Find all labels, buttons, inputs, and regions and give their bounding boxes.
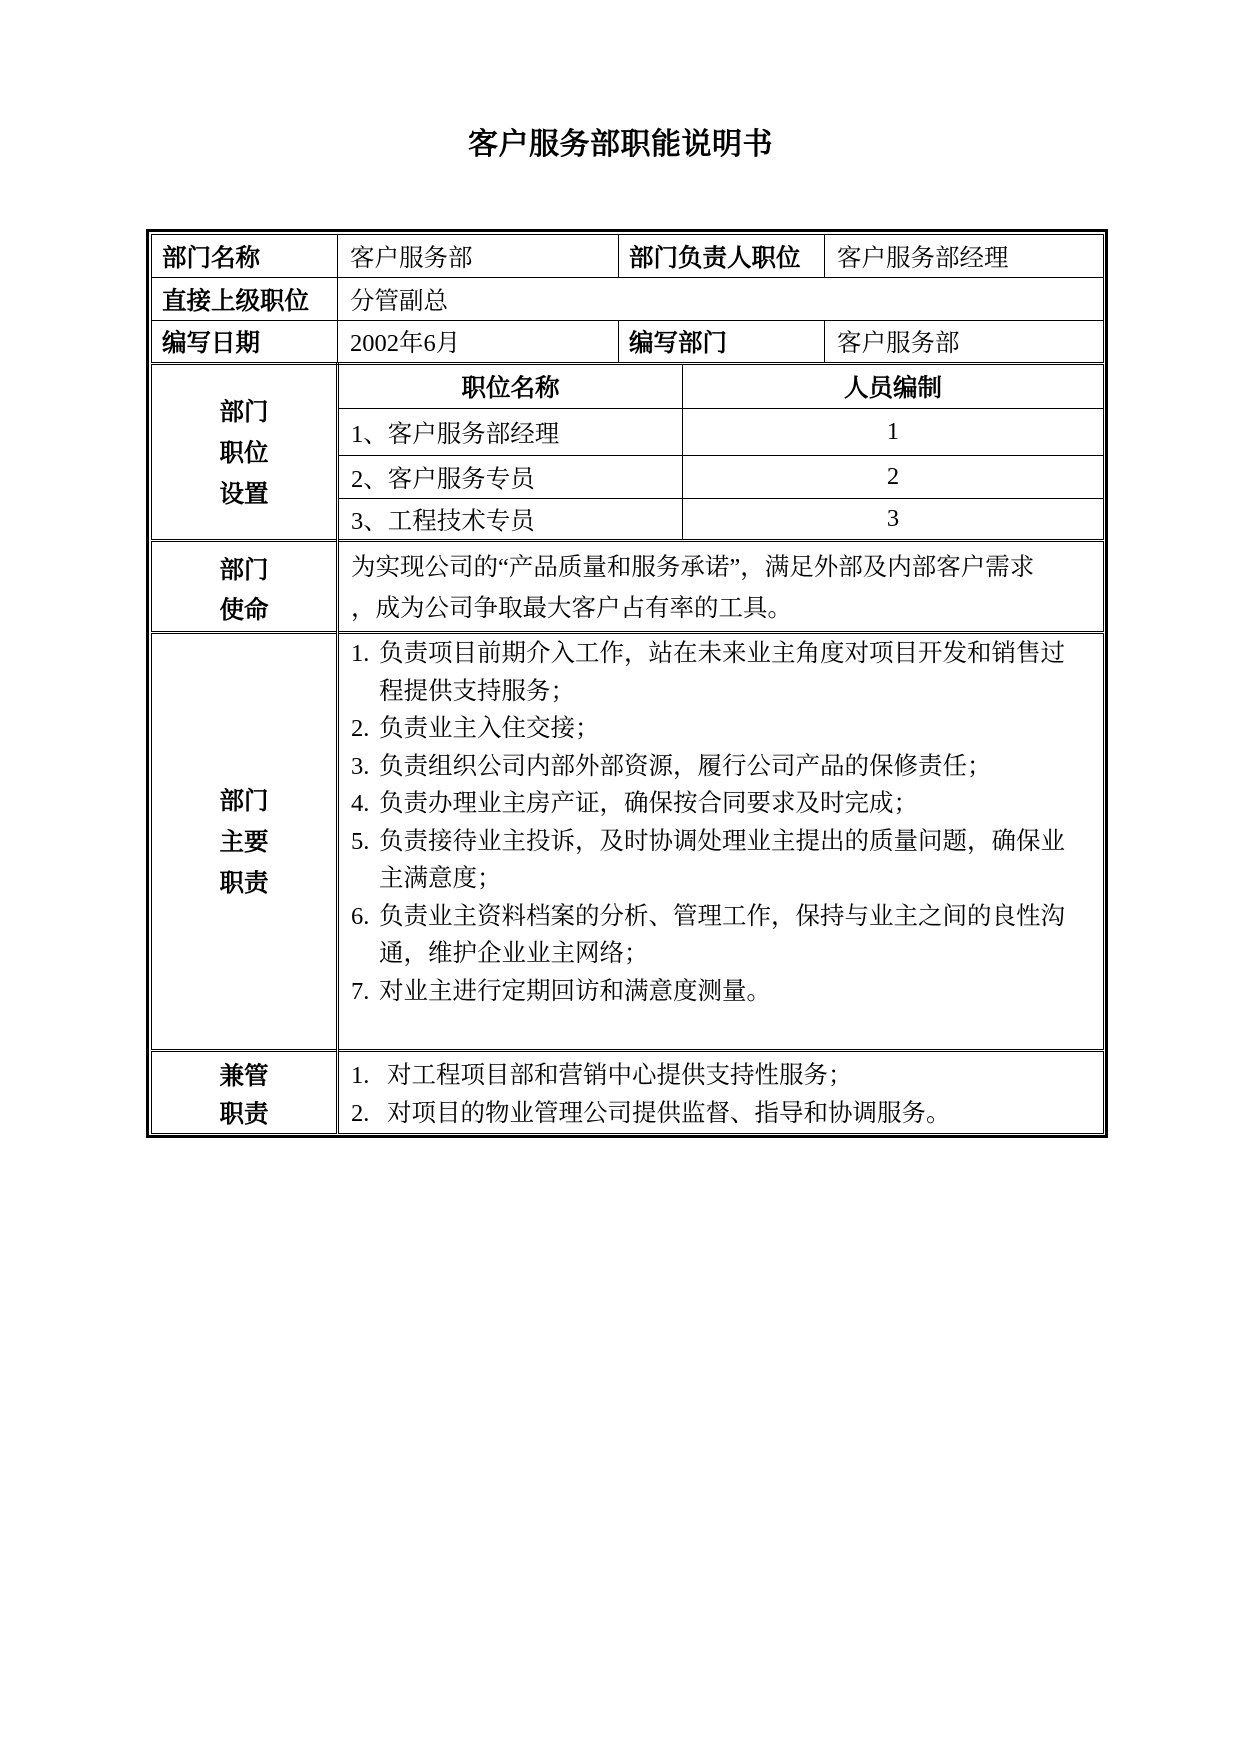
position-name: 2、客户服务专员 (338, 456, 683, 499)
label-line: 兼管 (219, 1061, 269, 1090)
positions-header-row (152, 364, 1104, 409)
document-title: 客户服务部职能说明书 (468, 127, 773, 162)
duty-item (351, 785, 1103, 823)
duty-item (351, 635, 1103, 710)
head-position-value: 客户服务部经理 (825, 235, 1104, 278)
info-row-date (152, 321, 1104, 364)
label-line: 职位 (219, 437, 269, 467)
mission-text (338, 541, 1104, 633)
date-label: 编写日期 (152, 321, 338, 364)
duty-item (351, 973, 1103, 1011)
duty-text-line: 负责接待业主投诉，及时协调处理业主提出的质量问题，确保业 (379, 827, 1065, 855)
concurrent-number: 1. (351, 1062, 370, 1089)
label-line: 职责 (219, 868, 269, 897)
duty-number: 2. (351, 715, 370, 742)
dept-name-value: 客户服务部 (338, 235, 619, 278)
date-value: 2002年6月 (338, 321, 619, 364)
dept-name-label: 部门名称 (152, 235, 338, 278)
duty-text-line: 负责办理业主房产证，确保按合同要求及时完成； (379, 790, 918, 817)
duty-number: 3. (351, 752, 370, 780)
position-headcount: 1 (683, 409, 1104, 456)
duties-list (338, 633, 1104, 1051)
duty-text-line: 负责项目前期介入工作，站在未来业主角度对项目开发和销售过 (379, 640, 1065, 667)
concurrent-item (351, 1057, 1103, 1095)
concurrent-text: 对工程项目部和营销中心提供支持性服务； (387, 1062, 853, 1089)
duty-text-line: 负责组织公司内部外部资源，履行公司产品的保修责任； (379, 752, 992, 780)
mission-text-line: 为实现公司的“产品质量和服务承诺”，满足外部及内部客户需求 (351, 554, 1035, 581)
duty-item (351, 748, 1103, 786)
duty-text-line: 负责业主资料档案的分析、管理工作，保持与业主之间的良性沟 (379, 902, 1065, 930)
mission-section-label (152, 541, 338, 633)
label-line: 部门 (219, 396, 269, 426)
label-line: 使命 (219, 595, 269, 624)
info-row-dept (152, 235, 1104, 278)
duty-number: 6. (351, 902, 370, 930)
duties-row (152, 633, 1104, 1051)
author-dept-value: 客户服务部 (825, 321, 1104, 364)
superior-label: 直接上级职位 (152, 278, 338, 321)
head-position-label: 部门负责人职位 (619, 235, 825, 278)
function-table-frame (146, 229, 1108, 1138)
duty-text-line: 对业主进行定期回访和满意度测量。 (379, 977, 771, 1005)
duty-item (351, 823, 1103, 898)
duty-number: 7. (351, 977, 370, 1005)
label-line: 部门 (219, 786, 269, 815)
position-name-header: 职位名称 (338, 364, 683, 409)
duty-item (351, 710, 1103, 748)
duty-item (351, 898, 1103, 973)
concurrent-row (152, 1051, 1104, 1134)
duty-number: 5. (351, 827, 370, 855)
concurrent-section-label (152, 1051, 338, 1134)
duty-text-line: 程提供支持服务； (379, 677, 575, 705)
position-name: 1、客户服务部经理 (338, 409, 683, 456)
duty-text-line: 负责业主入住交接； (379, 715, 600, 742)
positions-section-label (152, 364, 338, 541)
concurrent-list (338, 1051, 1104, 1134)
superior-value: 分管副总 (338, 278, 1104, 321)
label-line: 主要 (219, 827, 269, 856)
position-name: 3、工程技术专员 (338, 499, 683, 541)
concurrent-item (351, 1095, 1103, 1133)
duties-section-label (152, 633, 338, 1051)
info-row-superior (152, 278, 1104, 321)
concurrent-text: 对项目的物业管理公司提供监督、指导和协调服务。 (387, 1100, 951, 1127)
duty-number: 4. (351, 790, 370, 817)
function-table (151, 234, 1104, 1134)
mission-text-line: ，成为公司争取最大客户占有率的工具。 (351, 595, 792, 622)
label-line: 设置 (219, 478, 269, 508)
mission-row (152, 541, 1104, 633)
duty-text-line: 主满意度； (379, 865, 502, 892)
label-line: 部门 (219, 555, 269, 584)
author-dept-label: 编写部门 (619, 321, 825, 364)
duty-text-line: 通，维护企业业主网络； (379, 940, 649, 967)
concurrent-number: 2. (351, 1100, 370, 1127)
position-headcount: 2 (683, 456, 1104, 499)
label-line: 职责 (219, 1099, 269, 1128)
position-headcount: 3 (683, 499, 1104, 541)
headcount-header: 人员编制 (683, 364, 1104, 409)
duty-number: 1. (351, 640, 370, 667)
